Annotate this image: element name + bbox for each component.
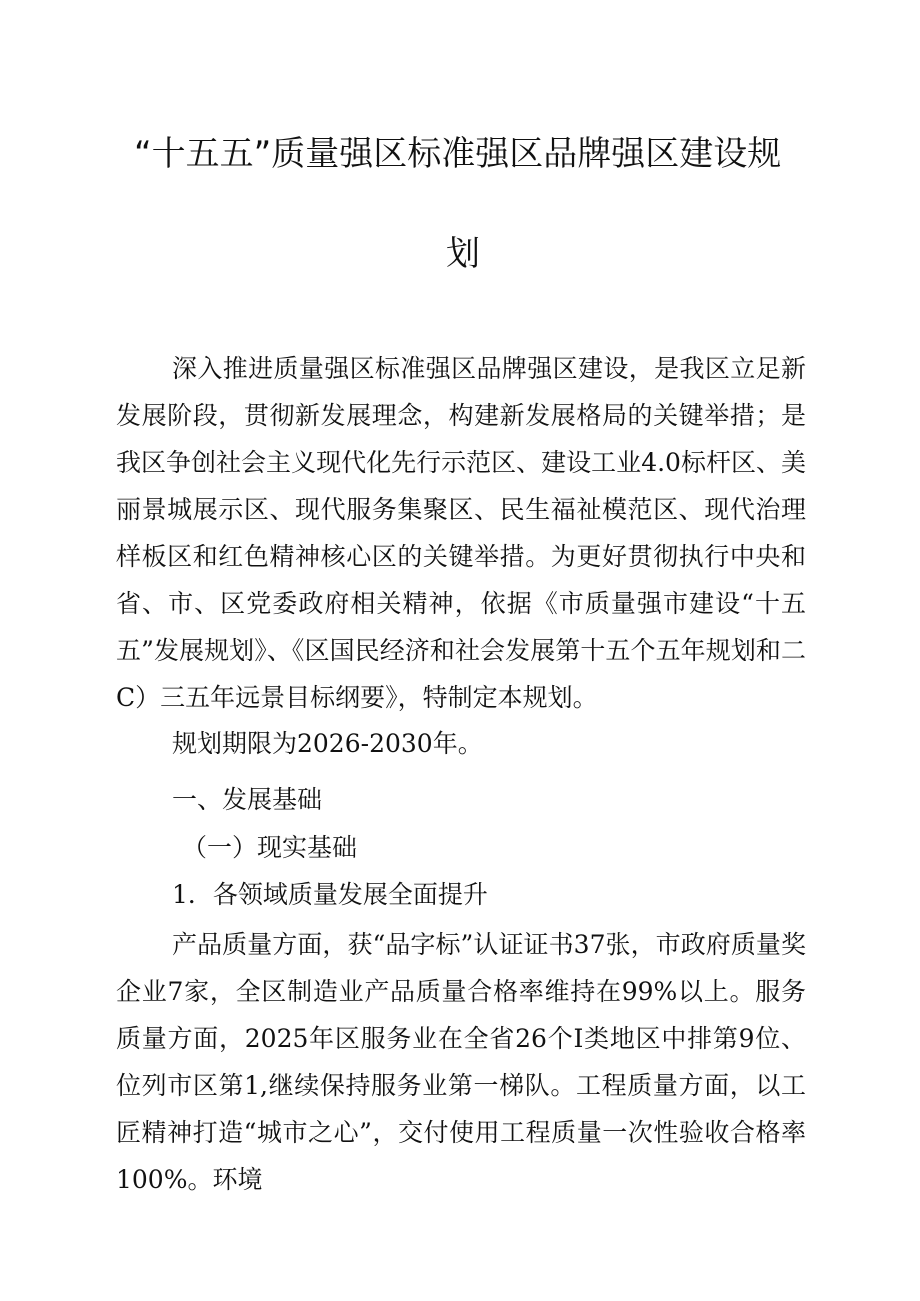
intro-paragraph: 深入推进质量强区标准强区品牌强区建设，是我区立足新发展阶段，贯彻新发展理念，构建新发展格局的关键举措；是我区争创社会主义现代化先行示范区、建设工业4.0标杆区、美丽景城展示区、现代服务集聚区、民生福祉模范区、现代治理样板区和红色精神核心区的关键举措。为更好贯彻执行中央和省、市、区党委政府相关精神，依据《市质量强市建设“十五五”发展规划》、《区国民经济和社会发展第十五个五年规划和二C）三五年远景目标纲要》，特制定本规划。 [116, 354, 806, 712]
subsection-heading-current-basis: （一）现实基础 [182, 833, 358, 862]
item-heading-quality-development: 1．各领域质量发展全面提升 [172, 880, 488, 909]
section-heading-development-basis: 一、发展基础 [172, 785, 323, 814]
planning-period-line: 规划期限为2026-2030年。 [172, 729, 483, 758]
document-title-line-2: 划 [446, 234, 480, 274]
document-title-line-1: “十五五”质量强区标准强区品牌强区建设规 [134, 134, 782, 174]
product-quality-paragraph: 产品质量方面，获“品字标”认证证书37张，市政府质量奖企业7家，全区制造业产品质量合格率维持在99%以上。服务质量方面，2025年区服务业在全省26个I类地区中排第9位、位列市区第1,继续保持服务业第一梯队。工程质量方面，以工匠精神打造“城市之心”，交付使用工程质量一次性验收合格率100%。环境 [116, 930, 806, 1194]
